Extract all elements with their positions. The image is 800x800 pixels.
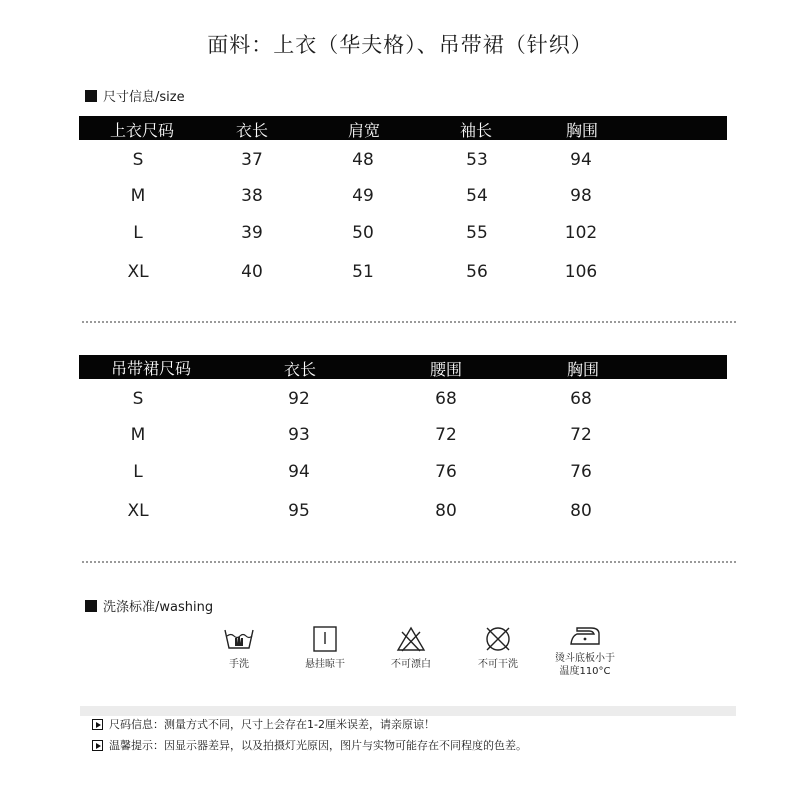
table-cell: 53 (466, 150, 488, 170)
table-cell: 80 (435, 501, 457, 521)
table-cell: 51 (352, 262, 374, 282)
care-no-dry-clean (453, 624, 543, 671)
table-cell: 48 (352, 150, 374, 170)
table-cell: 72 (570, 425, 592, 445)
table-cell: 37 (241, 150, 263, 170)
square-bullet-icon (85, 90, 97, 102)
table-cell: S (132, 389, 144, 409)
table-cell: 76 (435, 462, 457, 482)
top-header-chest: 胸围 (565, 121, 599, 140)
note-text: 尺码信息：测量方式不同，尺寸上会存在1-2厘米误差，请亲原谅！ (109, 718, 435, 731)
table-cell: L (133, 462, 143, 482)
care-hang-dry (280, 624, 370, 671)
table-cell: 38 (241, 186, 263, 206)
table-cell: 76 (570, 462, 592, 482)
table-cell: XL (127, 262, 149, 282)
hang-dry-icon (310, 624, 340, 654)
care-hand-wash (194, 624, 284, 671)
care-caption: 不可漂白 (391, 659, 431, 670)
table-cell: 80 (570, 501, 592, 521)
table-cell: 92 (288, 389, 310, 409)
play-box-icon (92, 719, 103, 730)
care-iron (540, 620, 630, 678)
top-header-sleeve: 袖长 (459, 121, 493, 140)
table-cell: 55 (466, 223, 488, 243)
top-table-header (79, 116, 727, 140)
table-cell: S (132, 150, 144, 170)
table-cell: M (130, 186, 146, 206)
washing-section-text: 洗涤标准/washing (103, 600, 214, 615)
table-cell: 56 (466, 262, 488, 282)
dress-table-header (79, 355, 727, 379)
play-box-icon (92, 740, 103, 751)
care-no-bleach (366, 624, 456, 671)
table-cell: 39 (241, 223, 263, 243)
hand-wash-icon (222, 624, 256, 654)
table-cell: 72 (435, 425, 457, 445)
no-dry-clean-icon (482, 624, 514, 654)
table-cell: 68 (435, 389, 457, 409)
note-color-info (92, 737, 527, 753)
table-cell: 40 (241, 262, 263, 282)
top-size-table (79, 116, 727, 296)
dress-header-size: 吊带裙尺码 (110, 359, 192, 378)
table-cell: 50 (352, 223, 374, 243)
table-cell: XL (127, 501, 149, 521)
dress-header-length: 衣长 (283, 360, 317, 379)
care-caption: 烫斗底板小于 (555, 653, 615, 664)
note-size-info (92, 716, 435, 732)
gray-band (80, 706, 736, 716)
dress-size-table (79, 355, 727, 535)
dotted-divider (82, 321, 736, 323)
notes-box (80, 706, 736, 762)
table-cell: L (133, 223, 143, 243)
table-cell: 93 (288, 425, 310, 445)
no-bleach-icon (395, 624, 427, 654)
dotted-divider (82, 561, 736, 563)
top-header-length: 衣长 (235, 121, 269, 140)
table-cell: 94 (288, 462, 310, 482)
washing-section-label (85, 596, 213, 615)
table-cell: M (130, 425, 146, 445)
table-cell: 49 (352, 186, 374, 206)
top-header-shoulder: 肩宽 (347, 121, 381, 140)
table-cell: 54 (466, 186, 488, 206)
table-cell: 98 (570, 186, 592, 206)
dress-header-waist: 腰围 (429, 360, 463, 379)
table-cell: 102 (564, 223, 598, 243)
dress-header-chest: 胸围 (566, 360, 600, 379)
table-cell: 95 (288, 501, 310, 521)
top-header-size: 上衣尺码 (109, 121, 175, 140)
table-cell: 68 (570, 389, 592, 409)
note-text: 温馨提示：因显示器差异，以及拍摄灯光原因，图片与实物可能存在不同程度的色差。 (109, 739, 527, 752)
care-caption: 不可干洗 (478, 659, 518, 670)
table-cell: 106 (564, 262, 598, 282)
iron-icon (567, 620, 603, 650)
table-cell: 94 (570, 150, 592, 170)
care-caption: 悬挂晾干 (305, 659, 345, 670)
size-section-text: 尺寸信息/size (103, 90, 185, 105)
square-bullet-icon (85, 600, 97, 612)
care-caption: 温度110°C (559, 666, 611, 677)
size-section-label (85, 86, 185, 105)
page-title: 面料：上衣（华夫格）、吊带裙（针织） (207, 33, 593, 57)
care-caption: 手洗 (229, 659, 249, 670)
